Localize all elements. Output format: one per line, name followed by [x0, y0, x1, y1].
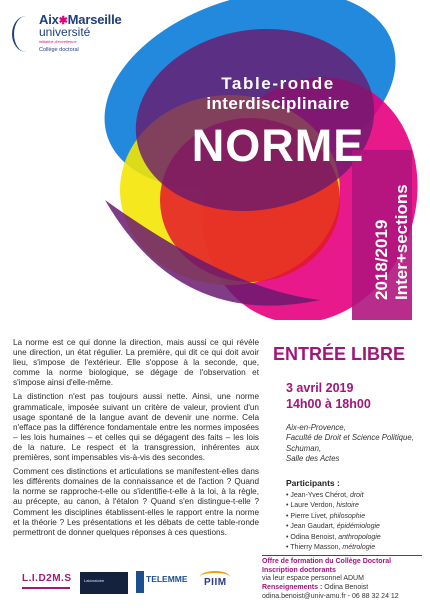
- footer-divider: [262, 555, 422, 556]
- participant-item: [286, 533, 381, 543]
- participant-field: anthropologie: [338, 533, 381, 541]
- participant-field: philosophie: [329, 512, 366, 520]
- paragraph-2: La distinction n'est pas toujours aussi nette. Ainsi, une norme grammaticale, imposée suivant un critère de valeur, provient d'un usage spontané de la langue avant de devenir une norme. Cela n'efface pas la différence fondamentale entre les normes imposées – les lois humaines – et celles qui se dégagent des faits – les lois de la nature. Le respect et la transgression, inhérentes aux premières, sont impensables vis-à-vis des secondes.: [13, 392, 259, 463]
- telemme-label: TELEMME: [146, 574, 188, 584]
- participants-heading: Participants :: [286, 478, 340, 488]
- participant-field: métrologie: [342, 544, 376, 552]
- piim-label: PIIM: [204, 577, 227, 588]
- place-line: Salle des Actes: [286, 453, 340, 463]
- piim-logo: [200, 569, 236, 595]
- time-label: 14h00 à 18h00: [286, 397, 371, 411]
- lid2ms-label: L.I.D2M.S: [22, 573, 72, 584]
- participant-name: • Jean-Yves Chérot,: [286, 492, 348, 499]
- year-vertical-label: [372, 140, 416, 300]
- logo-star-icon: ✱: [58, 15, 68, 27]
- offre-text: [262, 557, 391, 575]
- logo-tagline: initiative d'excellence: [39, 39, 77, 44]
- logo-arc: [12, 16, 40, 52]
- participant-item: [286, 501, 381, 511]
- participant-name: • Pierre Livet,: [286, 512, 328, 520]
- event-date: [286, 380, 371, 412]
- title-line-2: interdisciplinaire: [206, 94, 350, 113]
- year-label: 2018/2019: [372, 219, 391, 300]
- title-line-1: Table-ronde: [221, 74, 335, 93]
- rens-label: Renseignements :: [262, 584, 323, 591]
- rens-name: Odina Benoist: [324, 584, 369, 591]
- participant-field: histoire: [336, 502, 359, 510]
- lid2ms-underline: [22, 587, 70, 589]
- contact-email[interactable]: odina.benoist@univ-amu.fr - 06 88 32 24 12: [262, 593, 399, 600]
- place-line: Schuman,: [286, 443, 322, 453]
- lid2ms-logo: [20, 569, 74, 595]
- date-label: 3 avril 2019: [286, 381, 354, 395]
- sections-label: Inter+sections: [392, 184, 411, 300]
- via-text: via leur espace personnel ADUM: [262, 575, 364, 582]
- inscription-line: Inscription doctorants: [262, 567, 336, 574]
- offre-line: Offre de formation du Collège Doctoral: [262, 558, 392, 565]
- place-line: Faculté de Droit et Science Politique,: [286, 433, 414, 443]
- logo-aix: Aix: [39, 12, 59, 27]
- participant-name: • Jean Gaudart,: [286, 523, 335, 531]
- entree-libre-heading: ENTRÉE LIBRE: [273, 344, 406, 364]
- laboratory-logo: [80, 572, 128, 594]
- telemme-logo: [136, 569, 192, 595]
- renseignements: [262, 584, 368, 591]
- participants-list: [286, 491, 381, 553]
- participant-item: [286, 491, 381, 501]
- participant-field: droit: [349, 492, 364, 499]
- logo-universite: université: [39, 25, 91, 39]
- description-text: [13, 338, 259, 542]
- main-title: NORME: [191, 120, 365, 171]
- logo-department: Collège doctoral: [39, 47, 79, 53]
- participant-item: [286, 512, 381, 522]
- place-line: Aix-en-Provence,: [286, 423, 346, 432]
- event-place: [286, 423, 421, 464]
- laboratory-label: Laboratoire: [84, 578, 105, 583]
- participant-item: [286, 522, 381, 532]
- participant-name: • Odina Benoist,: [286, 533, 337, 541]
- participant-name: • Thierry Masson,: [286, 544, 341, 552]
- participant-name: • Laure Verdon,: [286, 502, 335, 510]
- telemme-bar: [136, 571, 144, 593]
- paragraph-3: Comment ces distinctions et articulations se manifestent-elles dans les différents domaines de la connaissance et de l'action ? Quand la norme se rapproche-t-elle ou s'identifie-t-elle à la loi, à la règle, au précepte, au canon, à l'étalon ? Quand s'en distingue-t-elle ? Comment les disciplines établissent-elles le rapport entre la norme et la théorie ? Les présentations et les débats de cette table-ronde permettront de donner quelques réponses à ces questions.: [13, 467, 259, 537]
- paragraph-1: La norme est ce qui donne la direction, mais aussi ce qui révèle une direction, un état régulier. La première, qui dit ce qui doit avoir lieu, s'impose de l'extérieur. Elle s'oppose à la seconde, que, comme la norme biologique, se dégage de l'observation et s'impose ainsi d'elle-même.: [13, 338, 259, 388]
- logo-marseille: Marseille: [67, 12, 122, 27]
- participant-item: [286, 543, 381, 553]
- participant-field: épidémiologie: [336, 523, 380, 531]
